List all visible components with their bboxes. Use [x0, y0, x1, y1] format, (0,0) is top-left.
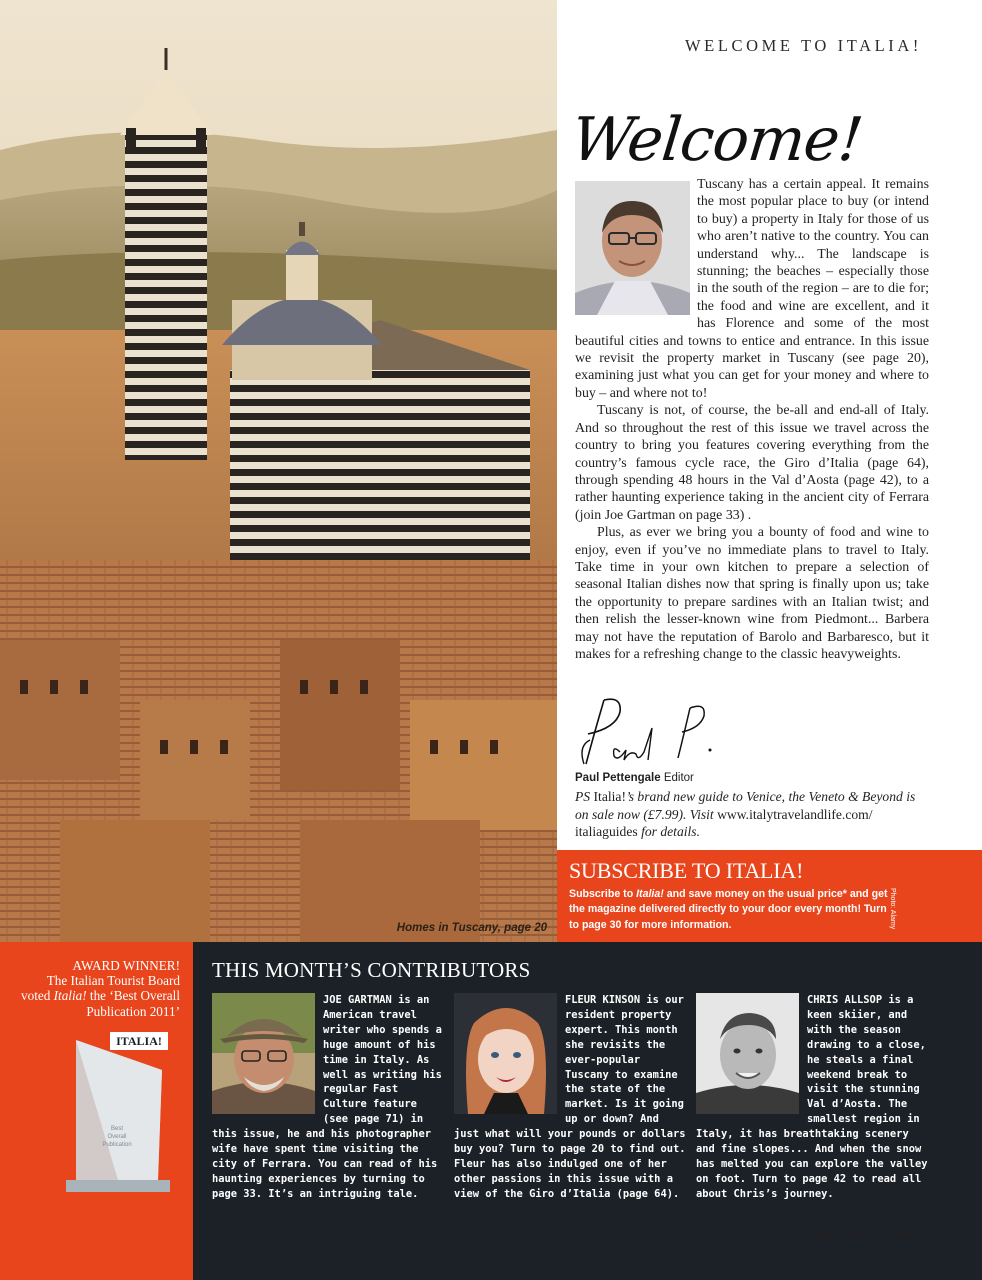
photo-caption: Homes in Tuscany, page 20	[396, 922, 547, 934]
guide-ps: PS	[575, 789, 591, 804]
svg-text:Publication: Publication	[102, 1142, 132, 1148]
award-text: AWARD WINNER! The Italian Tourist Board voted Italia! the ‘Best Overall Publication 2011’	[18, 958, 180, 1019]
siena-skyline-image	[0, 0, 557, 942]
editor-signature	[574, 694, 734, 775]
letter-paragraph-2: Tuscany is not, of course, the be-all and end-all of Italy. And so throughout the rest of this issue we travel across the country to bring you features covering everything from the country’s famous cycle race, the Giro d’Italia (page 64), through spending 48 hours in the Val d’Aosta (page 42), to a rather haunting experience taking in the ancient city of Ferrara (join Joe Gartman on page 33) .	[575, 403, 929, 523]
contributor-joe-gartman: JOE GARTMAN is an American travel writer who spends a huge amount of his time in Italy. As well as writing his regular Fast Culture feature (see page 71) in this issue, he and his photographer wife have spent time visiting the city of Ferrara. You can read of his haunting experiences by turning to page 33. It’s an intriguing tale.	[212, 994, 442, 1200]
guide-text-1: ’s brand new guide to Venice, the Veneto & Beyond is on sale now (£7.99). Visit	[575, 789, 916, 822]
guide-url[interactable]: www.italytravelandlife.com/ italiaguides	[575, 806, 873, 840]
contributor-photo	[212, 993, 315, 1114]
cover-photo	[0, 0, 557, 942]
editor-byline	[575, 772, 694, 784]
photo-credit: Photo: Alamy	[889, 888, 896, 930]
award-heading: AWARD WINNER!	[72, 958, 180, 973]
subscribe-text: Subscribe to Italia! and save money on the usual price* and get the magazine delivered directly to your door every month! Turn to page 30 for more information.	[569, 888, 888, 931]
issue-date: May 2015	[814, 1230, 864, 1242]
magazine-name: ITALIA!	[866, 1227, 913, 1242]
page-title: Welcome!	[568, 105, 866, 175]
guide-brand: Italia!	[593, 789, 626, 804]
page-footer	[760, 1226, 922, 1244]
award-trophy-icon	[62, 1030, 172, 1201]
contributor-photo	[696, 993, 799, 1114]
contributors-title: THIS MONTH’S CONTRIBUTORS	[212, 958, 531, 982]
guide-promo	[575, 788, 920, 841]
subscribe-panel[interactable]	[557, 850, 982, 942]
contributor-fleur-kinson: FLEUR KINSON is our resident property expert. This month she revisits the ever-popular Tuscany to examine the state of the market. Is it going up or down? And just what will your pounds or dollars buy you? Turn to page 20 to find out. Fleur has also indulged one of her other passions in this issue with a view of the Giro d’Italia (page 64).	[454, 994, 686, 1200]
svg-text:ITALIA!: ITALIA!	[116, 1034, 162, 1048]
subscribe-title: SUBSCRIBE TO ITALIA!	[569, 858, 804, 883]
letter-paragraph-1: Tuscany has a certain appeal. It remains the most popular place to buy (or intend to buy) a property in Italy for those of us who aren’t native to the country. You can understand why... The landscape is stunning; the beaches – especially those in the south of the region – are to die for; the food and wine are excellent, and it has Florence and some of the most beautiful cities and towns to entice and entrance. In this issue we revisit the property market in Tuscany (see page 20), examining just what you can get for your money and where to buy – and where not to!	[575, 177, 929, 401]
guide-text-2: for details.	[637, 824, 700, 840]
svg-text:Best: Best	[110, 1126, 124, 1132]
editor-name: Paul Pettengale	[575, 772, 661, 784]
page-number: 3	[915, 1230, 922, 1242]
editor-role: Editor	[663, 772, 694, 784]
contributor-chris-allsop: CHRIS ALLSOP is a keen skiier, and with the season drawing to a close, he steals a final weekend break to visit the stunning Val d’Aosta. The smallest region in Italy, it has breathtaking scenery and fine slopes... And when the snow has melted you can explore the valley on foot. Turn to page 42 to read all about Chris’s journey.	[696, 994, 928, 1200]
editor-letter	[575, 176, 929, 663]
contributor-photo	[454, 993, 557, 1114]
section-kicker: WELCOME TO ITALIA!	[684, 36, 922, 55]
letter-paragraph-3: Plus, as ever we bring you a bounty of food and wine to enjoy, even if you’ve no immediate plans to travel to Italy. Take time in your own kitchen to prepare a selection of seasonal Italian dishes now that spring is finally upon us; take the opportunity to prepare sardines with an Italian twist; and then relish the lesser-known wine from Piedmont... Barbera may not have the reputation of Barolo and Barbaresco, but it makes for a refreshing change to the classic heavyweights.	[575, 525, 929, 662]
svg-text:Overall: Overall	[107, 1134, 127, 1140]
